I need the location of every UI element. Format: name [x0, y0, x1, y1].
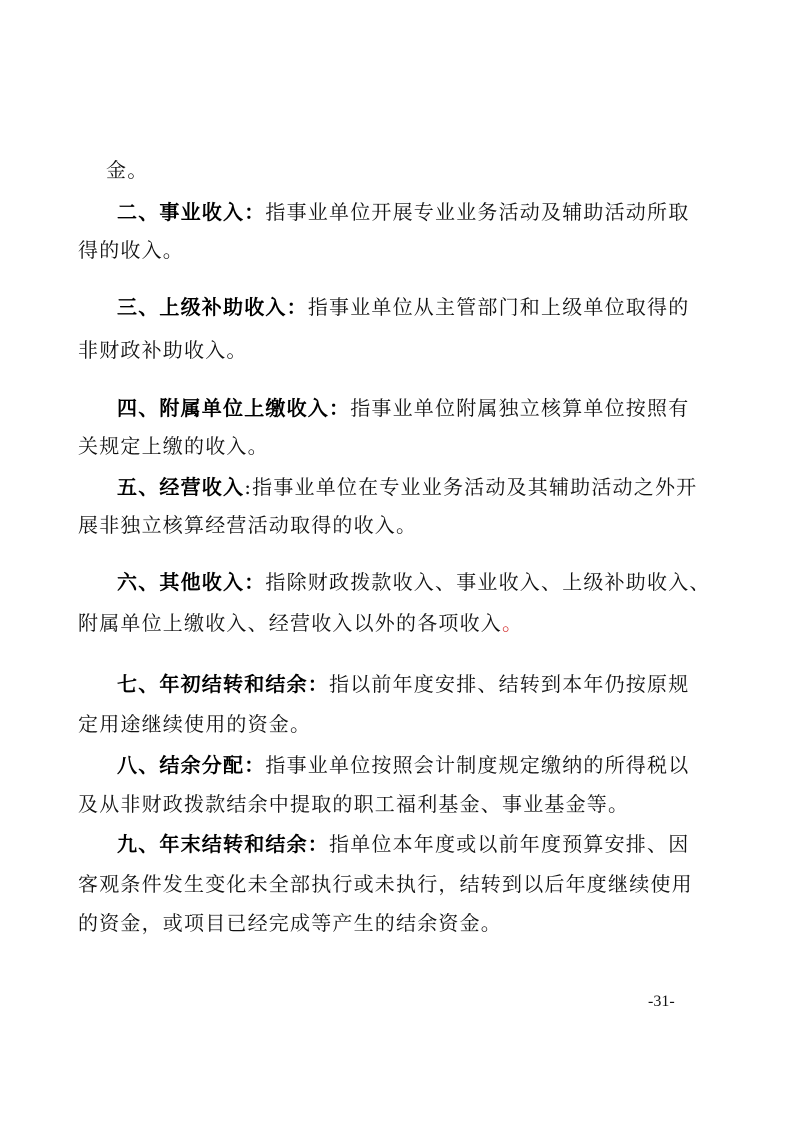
term-heading: 六、其他收入： — [117, 570, 266, 594]
definition-business-income-line-1 — [0, 199, 793, 225]
term-heading: 七、年初结转和结余： — [117, 672, 329, 696]
line-text: 展非独立核算经营活动取得的收入。 — [78, 513, 418, 537]
line-text: 指以前年度安排、结转到本年仍按原规 — [329, 672, 690, 696]
line-text: 指事业单位从主管部门和上级单位取得的 — [307, 295, 690, 319]
definition-surplus-distribution-line-1 — [0, 752, 793, 778]
term-heading: 三、上级补助收入： — [117, 295, 308, 319]
definition-closing-balance-line-1 — [0, 831, 793, 857]
definition-closing-balance-line-3 — [0, 910, 793, 936]
definition-other-income-line-2 — [0, 610, 793, 636]
definition-affiliate-income-line-1 — [0, 395, 793, 421]
line-text: 的资金，或项目已经完成等产生的结余资金。 — [78, 911, 502, 935]
line-text: 指事业单位附属独立核算单位按照有 — [350, 396, 690, 420]
definition-operating-income-line-1 — [0, 474, 793, 500]
line-text: 定用途继续使用的资金。 — [78, 712, 312, 736]
term-heading: 二、事业收入： — [117, 200, 266, 224]
line-text: 附属单位上缴收入、经营收入以外的各项收入 — [78, 611, 502, 635]
term-heading: 八、结余分配： — [117, 753, 266, 777]
line-text: 指事业单位按照会计制度规定缴纳的所得税以 — [265, 753, 690, 777]
definition-business-income-line-2 — [0, 237, 793, 263]
line-text: 及从非财政拨款结余中提取的职工福利基金、事业基金等。 — [78, 792, 630, 816]
line-text: 得的收入。 — [78, 238, 184, 262]
term-heading: 九、年末结转和结余： — [117, 832, 329, 856]
line-text: 指事业单位开展专业业务活动及辅助活动所取 — [265, 200, 690, 224]
line-text: 客观条件发生变化未全部执行或未执行，结转到以后年度继续使用 — [78, 872, 693, 896]
definition-closing-balance-line-2 — [0, 871, 793, 897]
line-text: :指事业单位在专业业务活动及其辅助活动之外开 — [244, 475, 698, 499]
line-text: 金。 — [106, 158, 149, 182]
red-period: 。 — [502, 611, 524, 635]
line-text: 非财政补助收入。 — [78, 338, 248, 362]
term-heading: 五、经营收入 — [117, 475, 245, 499]
continuation-line — [0, 157, 793, 183]
term-heading: 四、附属单位上缴收入： — [117, 396, 351, 420]
definition-subsidy-income-line-1 — [0, 294, 793, 320]
definition-operating-income-line-2 — [0, 512, 793, 538]
definition-surplus-distribution-line-2 — [0, 791, 793, 817]
definition-other-income-line-1 — [0, 569, 793, 595]
line-text: 关规定上缴的收入。 — [78, 434, 269, 458]
line-text: 指除财政拨款收入、事业收入、上级补助收入、 — [265, 570, 711, 594]
definition-subsidy-income-line-2 — [0, 337, 793, 363]
line-text: 指单位本年度或以前年度预算安排、因 — [329, 832, 690, 856]
page-number: -31- — [648, 993, 675, 1010]
definition-opening-balance-line-1 — [0, 671, 793, 697]
definition-affiliate-income-line-2 — [0, 433, 793, 459]
definition-opening-balance-line-2 — [0, 711, 793, 737]
